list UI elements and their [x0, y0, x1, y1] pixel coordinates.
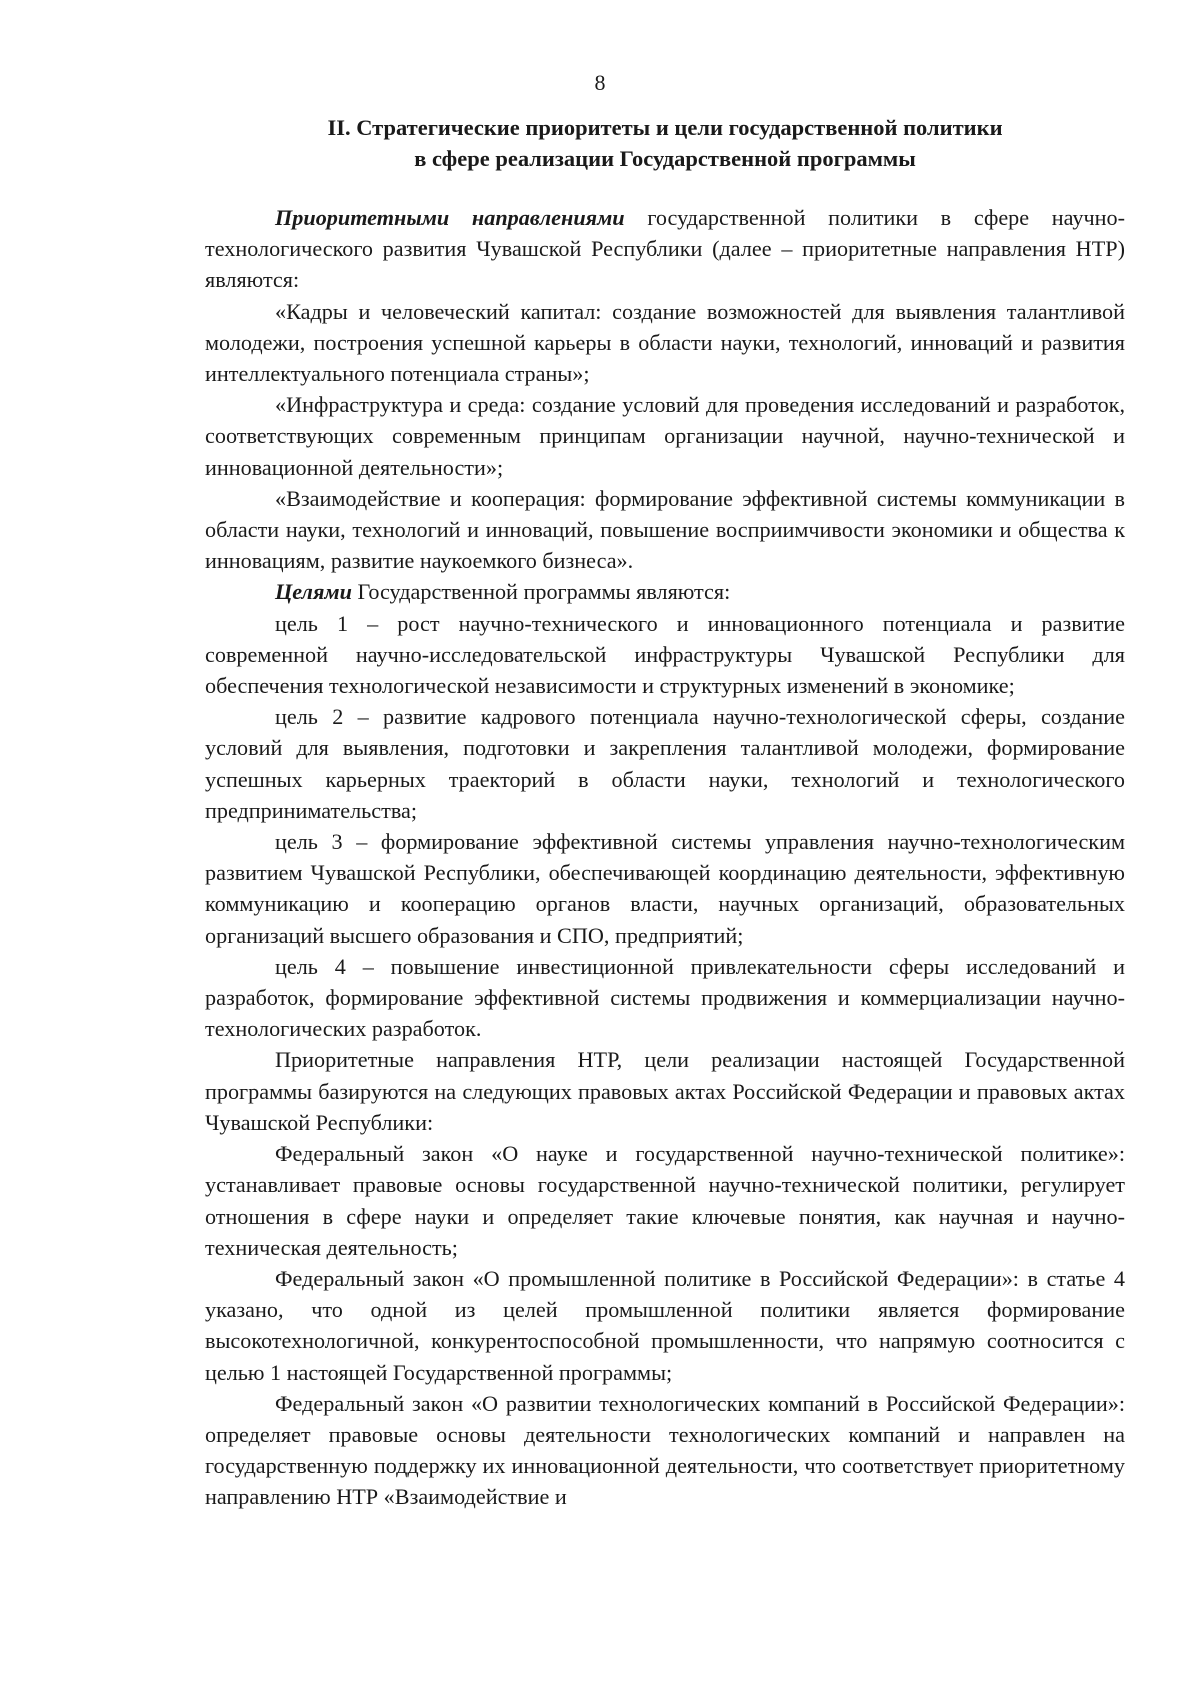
paragraph-direction-1: [205, 296, 1125, 390]
paragraph-goal-3: [205, 826, 1125, 951]
paragraph-text: Федеральный закон «О развитии технологических компаний в Российской Федерации»: определяет правовые основы деятельности технологических компаний и направлен на государственную поддержку их инновационной деятельности, что соответствует приоритетному направлению НТР «Взаимодействие и: [205, 1390, 1125, 1510]
paragraph-text: «Инфраструктура и среда: создание условий для проведения исследований и разработок, соответствующих современным принципам организации научной, научно-технической и инновационной деятельности»;: [205, 392, 1125, 480]
paragraph-direction-3: [205, 483, 1125, 577]
paragraph-legal-basis: [205, 1044, 1125, 1138]
emphasis-term: Приоритетными направлениями: [275, 205, 625, 230]
paragraph-text: «Взаимодействие и кооперация: формирование эффективной системы коммуникации в области науки, технологий и инноваций, повышение восприимчивости экономики и общества к инновациям, развитие наукоемкого бизнеса».: [205, 485, 1125, 574]
paragraph-priority-directions: [205, 202, 1125, 296]
emphasis-term: Целями: [275, 579, 352, 605]
paragraph-law-science: [205, 1138, 1125, 1263]
paragraph-goal-1: [205, 608, 1125, 702]
paragraph-text: цель 1 – рост научно-технического и инновационного потенциала и развитие современной научно-исследовательской инфраструктуры Чувашской Республики для обеспечения технологической независимости и структурных изменений в экономике;: [205, 610, 1125, 699]
paragraph-text: цель 4 – повышение инвестиционной привлекательности сферы исследований и разработок, формирование эффективной системы продвижения и коммерциализации научно-технологических разработок.: [205, 953, 1125, 1042]
paragraph-direction-2: [205, 389, 1125, 483]
paragraph-text: цель 2 – развитие кадрового потенциала научно-технологической сферы, создание условий для выявления, подготовки и закрепления талантливой молодежи, формирование успешных карьерных траекторий в области науки, технологий и технологического предпринимательства;: [205, 704, 1125, 823]
paragraph-goal-4: [205, 951, 1125, 1045]
section-heading-line-1: II. Стратегические приоритеты и цели государственной политики: [327, 115, 1003, 140]
body-text: [205, 202, 1125, 1513]
page-number: 8: [594, 70, 606, 95]
paragraph-text: цель 3 – формирование эффективной системы управления научно-технологическим развитием Чувашской Республики, обеспечивающей координацию деятельности, эффективную коммуникацию и кооперацию органов власти, научных организаций, образовательных организаций высшего образования и СПО, предприятий;: [205, 829, 1125, 948]
paragraph-text: Федеральный закон «О науке и государственной научно-технической политике»: устанавливает правовые основы государственной научно-технической политики, регулирует отношения в сфере науки и определяет такие ключевые понятия, как научная и научно-техническая деятельность;: [205, 1141, 1125, 1260]
paragraph-text: Приоритетные направления НТР, цели реализации настоящей Государственной программы базируются на следующих правовых актах Российской Федерации и правовых актах Чувашской Республики:: [205, 1047, 1125, 1135]
paragraph-law-tech-companies: [205, 1388, 1125, 1513]
paragraph-goal-2: [205, 701, 1125, 826]
paragraph-text: государственной политики в сфере научно-технологического развития Чувашской Республики (далее – приоритетные направления НТР) являются:: [205, 205, 1126, 293]
paragraph-goals-intro: [205, 576, 1125, 607]
paragraph-law-industrial-policy: [205, 1263, 1125, 1388]
paragraph-text: Государственной программы являются:: [351, 579, 731, 605]
section-heading: [205, 112, 1125, 174]
paragraph-text: Федеральный закон «О промышленной политике в Российской Федерации»: в статье 4 указано, что одной из целей промышленной политики является формирование высокотехнологичной, конкурентоспособной промышленности, что напрямую соотносится с целью 1 настоящей Государственной программы;: [205, 1265, 1125, 1385]
paragraph-text: «Кадры и человеческий капитал: создание возможностей для выявления талантливой молодежи, построения успешной карьеры в области науки, технологий, инноваций и развития интеллектуального потенциала страны»;: [205, 298, 1125, 387]
section-heading-line-2: в сфере реализации Государственной программы: [414, 146, 916, 171]
